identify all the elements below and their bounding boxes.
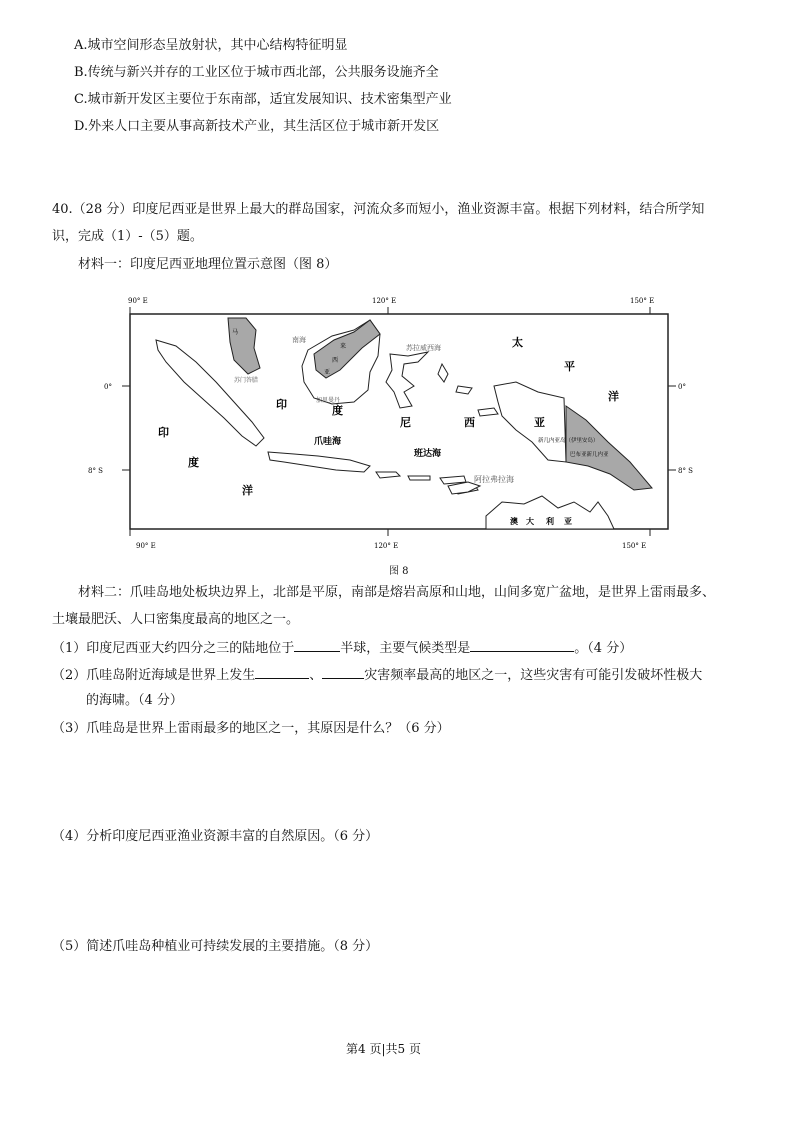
label-banda-sea: 班达海 [414,449,442,459]
label-pacific-3: 洋 [608,390,619,403]
q40-intro-line2: 识，完成（1）-（5）题。 [52,229,203,244]
label-indonesia-1: 印 [276,398,287,411]
label-png: 巴布亚新几内亚 [570,452,609,458]
page-footer: 第4 页|共5 页 [346,1042,421,1056]
label-australia-2: 大 [526,517,534,526]
option-a: A.城市空间形态呈放射状，其中心结构特征明显 [74,38,348,53]
q1-text-a: （1）印度尼西亚大约四分之三的陆地位于 [52,641,295,656]
label-new-guinea: 新几内亚岛（伊里安岛） [538,438,599,444]
maluku-islands [438,364,498,416]
label-australia-4: 亚 [564,517,572,526]
option-c: C.城市新开发区主要位于东南部，适宜发展知识、技术密集型产业 [74,92,452,107]
lat-right-0: 0° [678,383,686,391]
lon-bottom-90: 90° E [136,542,156,550]
material2-line2: 土壤最肥沃、人口密集度最高的地区之一。 [52,612,300,627]
lat-left-0: 0° [104,383,112,391]
lat-right-8s: 8° S [678,467,693,475]
label-indonesia-3: 尼 [400,416,411,429]
indonesia-map [88,290,693,552]
label-kalimantan: 加里曼丹 [316,397,341,404]
label-australia-1: 澳 [510,517,518,526]
label-malaysia-1: 马 [232,329,239,336]
question-4: （4）分析印度尼西亚渔业资源丰富的自然原因。（6 分） [52,829,379,844]
q2-text-c: 灾害频率最高的地区之一，这些灾害有可能引发破坏性极大 [364,668,703,683]
q40-intro-line1: 40.（28 分）印度尼西亚是世界上最大的群岛国家，河流众多而短小，渔业资源丰富。根据下列材料，结合所学知 [52,202,705,217]
question-5: （5）简述爪哇岛种植业可持续发展的主要措施。（8 分） [52,939,379,954]
label-malaysia-2: 来 [340,343,347,350]
label-arafura-sea: 阿拉弗拉海 [474,475,514,484]
label-java-sea: 爪哇海 [314,437,342,447]
figure-caption: 图 8 [389,566,409,577]
lon-top-90: 90° E [128,297,148,305]
label-indonesia-4: 西 [464,416,475,429]
option-d: D.外来人口主要从事高新技术产业，其生活区位于城市新开发区 [74,119,440,134]
q2-blank-1[interactable] [255,665,309,679]
lon-top-120: 120° E [372,297,397,305]
label-malaysia-4: 亚 [324,369,331,376]
lon-bottom-120: 120° E [374,542,399,550]
label-malaysia-3: 西 [332,357,339,364]
malay-peninsula [228,318,260,374]
q1-blank-hemisphere[interactable] [294,638,340,652]
lon-top-150: 150° E [630,297,655,305]
q1-text-c: 。（4 分） [574,641,633,656]
west-new-guinea [494,382,566,462]
label-indian-ocean-1: 印 [158,426,169,439]
label-indian-ocean-3: 洋 [242,484,253,497]
q2-text-a: （2）爪哇岛附近海域是世界上发生 [52,668,256,683]
sulawesi-island [386,352,428,408]
q1-blank-climate[interactable] [470,638,574,652]
label-sulawesi-sea: 苏拉威西海 [406,344,441,352]
lat-left-8s: 8° S [88,467,103,475]
q2-line2: 的海啸。（4 分） [86,693,183,708]
label-indonesia-2: 度 [332,404,343,417]
q2-text-b: 、 [309,668,323,683]
papua-new-guinea [566,406,652,490]
label-sumatra: 苏门答腊 [234,377,259,384]
question-1 [52,638,632,658]
question-2 [52,665,702,685]
label-australia-3: 利 [546,517,554,526]
label-south-china-sea: 南海 [292,336,306,344]
material2-line1: 材料二：爪哇岛地处板块边界上，北部是平原，南部是熔岩高原和山地，山间多宽广盆地，是世界上雷雨最多、 [78,585,716,600]
label-indian-ocean-2: 度 [188,456,199,469]
q1-text-b: 半球，主要气候类型是 [340,641,471,656]
label-indonesia-5: 亚 [534,416,545,429]
lon-bottom-150: 150° E [622,542,647,550]
label-pacific-2: 平 [564,360,575,373]
java-island [268,452,370,472]
material1-title: 材料一：印度尼西亚地理位置示意图（图 8） [78,257,338,272]
q2-blank-2[interactable] [322,665,364,679]
label-pacific-1: 太 [512,336,523,349]
question-3: （3）爪哇岛是世界上雷雨最多的地区之一，其原因是什么？（6 分） [52,721,450,736]
option-b: B.传统与新兴并存的工业区位于城市西北部，公共服务设施齐全 [74,65,439,80]
